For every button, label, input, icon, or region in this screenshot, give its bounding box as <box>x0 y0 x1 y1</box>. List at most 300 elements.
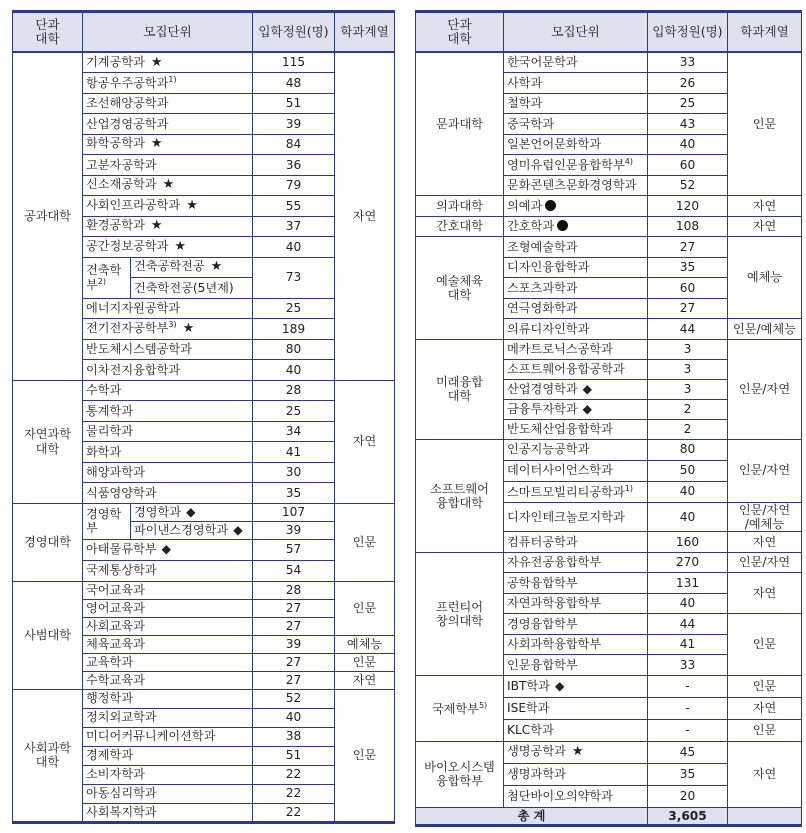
unit-name: 에너지자원공학과 <box>86 301 181 316</box>
quota-value: 41 <box>679 637 696 652</box>
college-cell <box>416 237 504 340</box>
unit-cell <box>83 93 253 114</box>
unit-cell <box>504 359 648 379</box>
quota-cell <box>648 155 728 176</box>
college-cell <box>13 689 83 822</box>
subunit-cell <box>131 278 253 299</box>
unit-cell <box>83 134 253 155</box>
quota-value: 52 <box>285 691 302 706</box>
quota-cell <box>253 155 335 176</box>
quota-value: 41 <box>285 444 302 459</box>
quota-cell <box>648 278 728 299</box>
quota-value: 51 <box>285 96 302 111</box>
table-row <box>416 741 802 763</box>
unit-cell <box>504 675 648 697</box>
quota-cell <box>253 442 335 463</box>
unit-cell <box>504 73 648 94</box>
quota-value: 40 <box>679 596 696 611</box>
quota-value: 27 <box>679 239 696 254</box>
quota-value: 160 <box>675 534 700 549</box>
college-cell <box>13 52 83 380</box>
unit-name: 영어교육과 <box>86 600 145 615</box>
table-row <box>13 380 395 401</box>
college-name: 프런티어 창의대학 <box>435 599 484 628</box>
quota-value: 27 <box>285 654 302 669</box>
unit-cell <box>83 765 253 784</box>
college-name: 문과대학 <box>435 116 484 131</box>
header-college: 단과 대학 <box>416 12 504 53</box>
field-name: 자연 <box>752 701 777 716</box>
unit-cell <box>504 257 648 278</box>
quota-value: 108 <box>675 219 700 234</box>
unit-name: 일본언어문화학과 <box>507 137 602 152</box>
quota-cell <box>253 803 335 822</box>
unit-cell <box>83 503 131 539</box>
footnote-marker: 2) <box>97 277 106 286</box>
subunit-name: 건축공학전공 <box>134 259 205 274</box>
unit-name: 국제통상학과 <box>86 563 157 578</box>
unit-name: 자유전공융합학부 <box>507 555 602 570</box>
unit-name: 반도체시스템공학과 <box>86 342 192 357</box>
quota-cell <box>253 257 335 298</box>
field-cell <box>335 581 395 635</box>
quota-cell <box>253 617 335 635</box>
total-value-cell <box>648 807 728 825</box>
quota-cell <box>648 339 728 359</box>
field-name: 자연 <box>352 434 377 449</box>
unit-name: 산업경영학과 <box>507 381 578 396</box>
unit-name: 화학공학과 <box>86 136 145 151</box>
unit-cell <box>504 196 648 217</box>
quota-value: 44 <box>679 616 696 631</box>
unit-cell <box>504 481 648 502</box>
college-name: 간호대학 <box>435 219 484 234</box>
college-cell <box>416 196 504 217</box>
unit-name: 전기전자공학부 <box>86 321 169 336</box>
quota-value: 25 <box>285 301 302 316</box>
diamond-marker-icon: ◆ <box>582 381 593 396</box>
unit-cell <box>504 634 648 655</box>
field-cell <box>728 52 802 196</box>
quota-cell <box>253 298 335 319</box>
unit-name: 디자인테크놀로지학과 <box>507 509 625 524</box>
unit-cell <box>504 573 648 594</box>
quota-cell <box>648 359 728 379</box>
quota-value: 30 <box>285 465 302 480</box>
unit-name: 사회인프라공학과 <box>86 197 181 212</box>
unit-cell <box>504 319 648 340</box>
quota-cell <box>648 573 728 594</box>
quota-value: 26 <box>679 75 696 90</box>
quota-cell <box>648 175 728 196</box>
field-cell <box>335 503 395 581</box>
college-name: 사회과학 대학 <box>23 740 72 769</box>
quota-value: 44 <box>679 321 696 336</box>
quota-value: 2 <box>683 421 692 436</box>
quota-value: 120 <box>675 198 700 213</box>
unit-name: 의류디자인학과 <box>507 321 590 336</box>
unit-name: 통계학과 <box>86 403 134 418</box>
college-cell <box>416 552 504 675</box>
unit-cell <box>83 784 253 803</box>
table-row <box>416 196 802 217</box>
unit-name: 공간정보공학과 <box>86 238 169 253</box>
quota-cell <box>253 319 335 340</box>
unit-cell <box>83 401 253 422</box>
quota-cell <box>648 73 728 94</box>
quota-cell <box>648 531 728 552</box>
quota-value: 25 <box>679 96 696 111</box>
quota-value: 27 <box>679 301 696 316</box>
quota-value: 40 <box>285 239 302 254</box>
quota-cell <box>253 503 335 521</box>
total-label-cell <box>416 807 648 825</box>
quota-cell <box>253 521 335 539</box>
header-field: 학과계열 <box>335 12 395 53</box>
quota-cell <box>648 257 728 278</box>
unit-name: 산업경영공학과 <box>86 116 169 131</box>
college-name: 자연과학 대학 <box>23 427 72 456</box>
quota-cell <box>253 671 335 689</box>
diamond-marker-icon: ◆ <box>554 679 565 694</box>
quota-cell <box>253 380 335 401</box>
field-cell <box>335 671 395 689</box>
quota-value: 34 <box>285 424 302 439</box>
field-cell <box>335 52 395 380</box>
quota-cell <box>648 114 728 135</box>
unit-cell <box>504 785 648 807</box>
footnote-marker: 1) <box>168 75 177 85</box>
unit-cell <box>83 727 253 746</box>
unit-name: 영미유럽인문융합학부 <box>507 158 625 173</box>
quota-value: 35 <box>679 260 696 275</box>
unit-name: 화학과 <box>86 444 122 459</box>
quota-cell <box>253 581 335 599</box>
unit-name: 생명과학과 <box>507 767 566 782</box>
quota-cell <box>253 52 335 73</box>
table-row <box>416 675 802 697</box>
footnote-marker: 4) <box>624 157 633 167</box>
circle-marker-icon <box>557 220 568 231</box>
header-field: 학과계열 <box>728 12 802 53</box>
field-cell <box>728 697 802 719</box>
unit-name: 첨단바이오의약학과 <box>507 789 613 804</box>
star-marker-icon: ★ <box>162 177 175 193</box>
subunit-cell <box>131 521 253 539</box>
unit-cell <box>504 502 648 531</box>
quota-value: 55 <box>285 198 302 213</box>
field-name: 자연 <box>752 767 777 782</box>
quota-cell <box>253 483 335 504</box>
unit-name: 정치외교학과 <box>86 710 157 725</box>
quota-cell <box>648 785 728 807</box>
quota-value: 35 <box>285 485 302 500</box>
field-name: 인문 <box>752 679 777 694</box>
quota-cell <box>253 727 335 746</box>
college-name: 국제학부 <box>431 701 479 716</box>
field-cell <box>728 675 802 697</box>
admission-quota-table-left <box>12 10 395 824</box>
unit-name: 조선해양공학과 <box>86 96 169 111</box>
table-row <box>416 339 802 359</box>
college-name: 소프트웨어 융합대학 <box>430 481 489 510</box>
unit-cell <box>504 439 648 460</box>
diamond-marker-icon: ◆ <box>161 542 172 557</box>
unit-cell <box>83 581 253 599</box>
college-name: 경영대학 <box>23 534 72 549</box>
field-name: 자연 <box>352 672 377 687</box>
table-row <box>13 52 395 73</box>
table-row <box>416 237 802 258</box>
quota-value: 27 <box>285 618 302 633</box>
quota-cell <box>648 298 728 319</box>
college-cell <box>13 503 83 581</box>
quota-cell <box>253 765 335 784</box>
college-cell <box>416 439 504 552</box>
quota-cell <box>253 539 335 560</box>
quota-value: 22 <box>285 786 302 801</box>
field-name: 인문 <box>752 637 777 652</box>
field-name: 인문 <box>752 723 777 738</box>
unit-name: 교육학과 <box>86 654 134 669</box>
unit-cell <box>83 746 253 765</box>
field-cell <box>728 502 802 531</box>
unit-name: ISE학과 <box>507 701 550 716</box>
quota-value: 131 <box>675 575 700 590</box>
unit-cell <box>504 763 648 785</box>
quota-cell <box>253 784 335 803</box>
quota-value: 189 <box>281 321 306 336</box>
unit-cell <box>83 360 253 381</box>
quota-cell <box>648 552 728 573</box>
unit-name: 조형예술학과 <box>507 239 578 254</box>
quota-value: 270 <box>675 555 700 570</box>
field-name: 인문/자연 <box>738 463 791 478</box>
unit-cell <box>83 237 253 258</box>
unit-name: 사학과 <box>507 75 543 90</box>
star-marker-icon: ★ <box>182 321 195 337</box>
quota-value: 38 <box>285 729 302 744</box>
quota-value: 51 <box>285 748 302 763</box>
quota-value: 52 <box>679 178 696 193</box>
quota-value: 28 <box>285 383 302 398</box>
unit-cell <box>504 93 648 114</box>
unit-cell <box>83 635 253 653</box>
college-name: 사범대학 <box>23 627 72 642</box>
quota-value: 40 <box>679 484 696 499</box>
unit-name: KLC학과 <box>507 723 554 738</box>
quota-cell <box>253 560 335 581</box>
subunit-name: 파이낸스경영학과 <box>134 522 229 537</box>
star-marker-icon: ★ <box>150 136 163 152</box>
quota-value: 37 <box>285 219 302 234</box>
field-name: 인문 <box>352 534 377 549</box>
field-cell <box>728 573 802 614</box>
field-cell <box>728 552 802 573</box>
unit-name: 인공지능공학과 <box>507 442 590 457</box>
quota-value: 40 <box>679 509 696 524</box>
unit-name: 자연과학융합학부 <box>507 596 602 611</box>
total-row <box>416 807 802 825</box>
unit-name: 수학과 <box>86 383 122 398</box>
quota-value: 33 <box>679 657 696 672</box>
unit-name: 아태물류학부 <box>86 542 157 557</box>
quota-value: 3 <box>683 361 692 376</box>
quota-cell <box>648 93 728 114</box>
quota-cell <box>253 708 335 727</box>
table-row <box>416 52 802 73</box>
quota-value: 22 <box>285 767 302 782</box>
quota-cell <box>253 134 335 155</box>
unit-cell <box>83 671 253 689</box>
field-name: 인문 <box>752 116 777 131</box>
quota-cell <box>253 401 335 422</box>
field-name: 자연 <box>352 209 377 224</box>
unit-name: 항공우주공학과 <box>86 76 169 91</box>
unit-name: 연극영화학과 <box>507 301 578 316</box>
quota-value: 36 <box>285 157 302 172</box>
unit-name: 메카트로닉스공학과 <box>507 341 613 356</box>
unit-cell <box>83 73 253 94</box>
unit-name: 경영융합학부 <box>507 616 578 631</box>
unit-name: 반도체산업융합학과 <box>507 421 613 436</box>
quota-cell <box>648 399 728 419</box>
quota-value: 60 <box>679 280 696 295</box>
header-unit: 모집단위 <box>83 12 253 53</box>
unit-cell <box>83 216 253 237</box>
unit-cell <box>83 442 253 463</box>
college-name: 미래융합 대학 <box>435 374 484 403</box>
header-quota: 입학정원(명) <box>253 12 335 53</box>
footnote-marker: 1) <box>624 483 633 493</box>
field-cell <box>335 635 395 653</box>
quota-cell <box>253 196 335 217</box>
college-name: 예술체육 대학 <box>435 273 484 302</box>
quota-cell <box>253 635 335 653</box>
star-marker-icon: ★ <box>174 238 187 254</box>
unit-cell <box>504 419 648 439</box>
quota-cell <box>253 360 335 381</box>
unit-name: 소프트웨어융합공학과 <box>507 361 625 376</box>
table-row <box>416 216 802 237</box>
unit-cell <box>504 114 648 135</box>
unit-cell <box>504 155 648 176</box>
quota-cell <box>648 741 728 763</box>
unit-name: 물리학과 <box>86 424 134 439</box>
college-cell <box>13 581 83 689</box>
field-cell <box>728 741 802 807</box>
unit-cell <box>504 399 648 419</box>
quota-value: 80 <box>285 342 302 357</box>
college-name: 바이오시스템 융합학부 <box>424 760 495 789</box>
field-name: 자연 <box>752 586 777 601</box>
unit-name: 건축학부 <box>86 262 122 292</box>
field-name: 인문 <box>352 747 377 762</box>
field-cell <box>335 380 395 503</box>
quota-value: 115 <box>281 55 306 70</box>
unit-cell <box>504 655 648 676</box>
unit-cell <box>83 462 253 483</box>
unit-name: 한국어문학과 <box>507 55 578 70</box>
unit-cell <box>504 379 648 399</box>
quota-cell <box>648 460 728 481</box>
unit-name: 이차전지융합학과 <box>86 362 181 377</box>
field-cell <box>728 196 802 217</box>
unit-name: 국어교육과 <box>86 582 145 597</box>
field-name: 자연 <box>752 198 777 213</box>
field-name: 인문/자연 <box>738 381 791 396</box>
unit-name: 체육교육과 <box>86 636 145 651</box>
quota-value: 33 <box>679 55 696 70</box>
quota-cell <box>648 502 728 531</box>
field-cell <box>728 531 802 552</box>
quota-value: 39 <box>285 116 302 131</box>
unit-cell <box>83 617 253 635</box>
quota-cell <box>253 175 335 196</box>
field-name: 인문/자연 <box>738 555 791 570</box>
unit-name: 신소재공학과 <box>86 177 157 192</box>
unit-name: 문화콘텐츠문화경영학과 <box>507 178 637 193</box>
subunit-name: 경영학과 <box>134 504 182 519</box>
field-cell <box>728 339 802 439</box>
unit-name: 사회교육과 <box>86 618 145 633</box>
table-row <box>13 503 395 521</box>
unit-name: 수학교육과 <box>86 672 145 687</box>
quota-value: 107 <box>281 504 306 519</box>
star-marker-icon: ★ <box>571 744 584 760</box>
quota-cell <box>648 52 728 73</box>
quota-cell <box>253 653 335 671</box>
quota-cell <box>253 421 335 442</box>
field-name: 자연 <box>752 534 777 549</box>
quota-cell <box>648 439 728 460</box>
quota-cell <box>253 462 335 483</box>
unit-cell <box>83 421 253 442</box>
college-name: 공과대학 <box>23 209 72 224</box>
quota-value: 25 <box>285 403 302 418</box>
unit-cell <box>504 614 648 635</box>
quota-value: 3 <box>683 341 692 356</box>
unit-cell <box>504 52 648 73</box>
star-marker-icon: ★ <box>150 54 163 70</box>
field-cell <box>728 614 802 676</box>
unit-cell <box>504 237 648 258</box>
unit-name: 미디어커뮤니케이션학과 <box>86 729 216 744</box>
unit-cell <box>83 339 253 360</box>
header-quota: 입학정원(명) <box>648 12 728 53</box>
unit-name: IBT학과 <box>507 679 550 694</box>
quota-cell <box>253 93 335 114</box>
college-cell <box>416 339 504 439</box>
quota-cell <box>253 114 335 135</box>
unit-cell <box>83 483 253 504</box>
unit-name: 행정학과 <box>86 691 134 706</box>
circle-marker-icon <box>545 200 556 211</box>
star-marker-icon: ★ <box>150 218 163 234</box>
quota-value: 45 <box>679 745 696 760</box>
unit-name: 데이터사이언스학과 <box>507 463 613 478</box>
quota-value: 60 <box>679 157 696 172</box>
unit-name: 간호학과 <box>507 219 555 234</box>
unit-cell <box>83 539 253 560</box>
diamond-marker-icon: ◆ <box>582 401 593 416</box>
quota-cell <box>253 689 335 708</box>
unit-name: 생명공학과 <box>507 744 566 759</box>
quota-value: 39 <box>285 636 302 651</box>
unit-cell <box>504 339 648 359</box>
quota-value: 50 <box>679 463 696 478</box>
subunit-cell <box>131 503 253 521</box>
